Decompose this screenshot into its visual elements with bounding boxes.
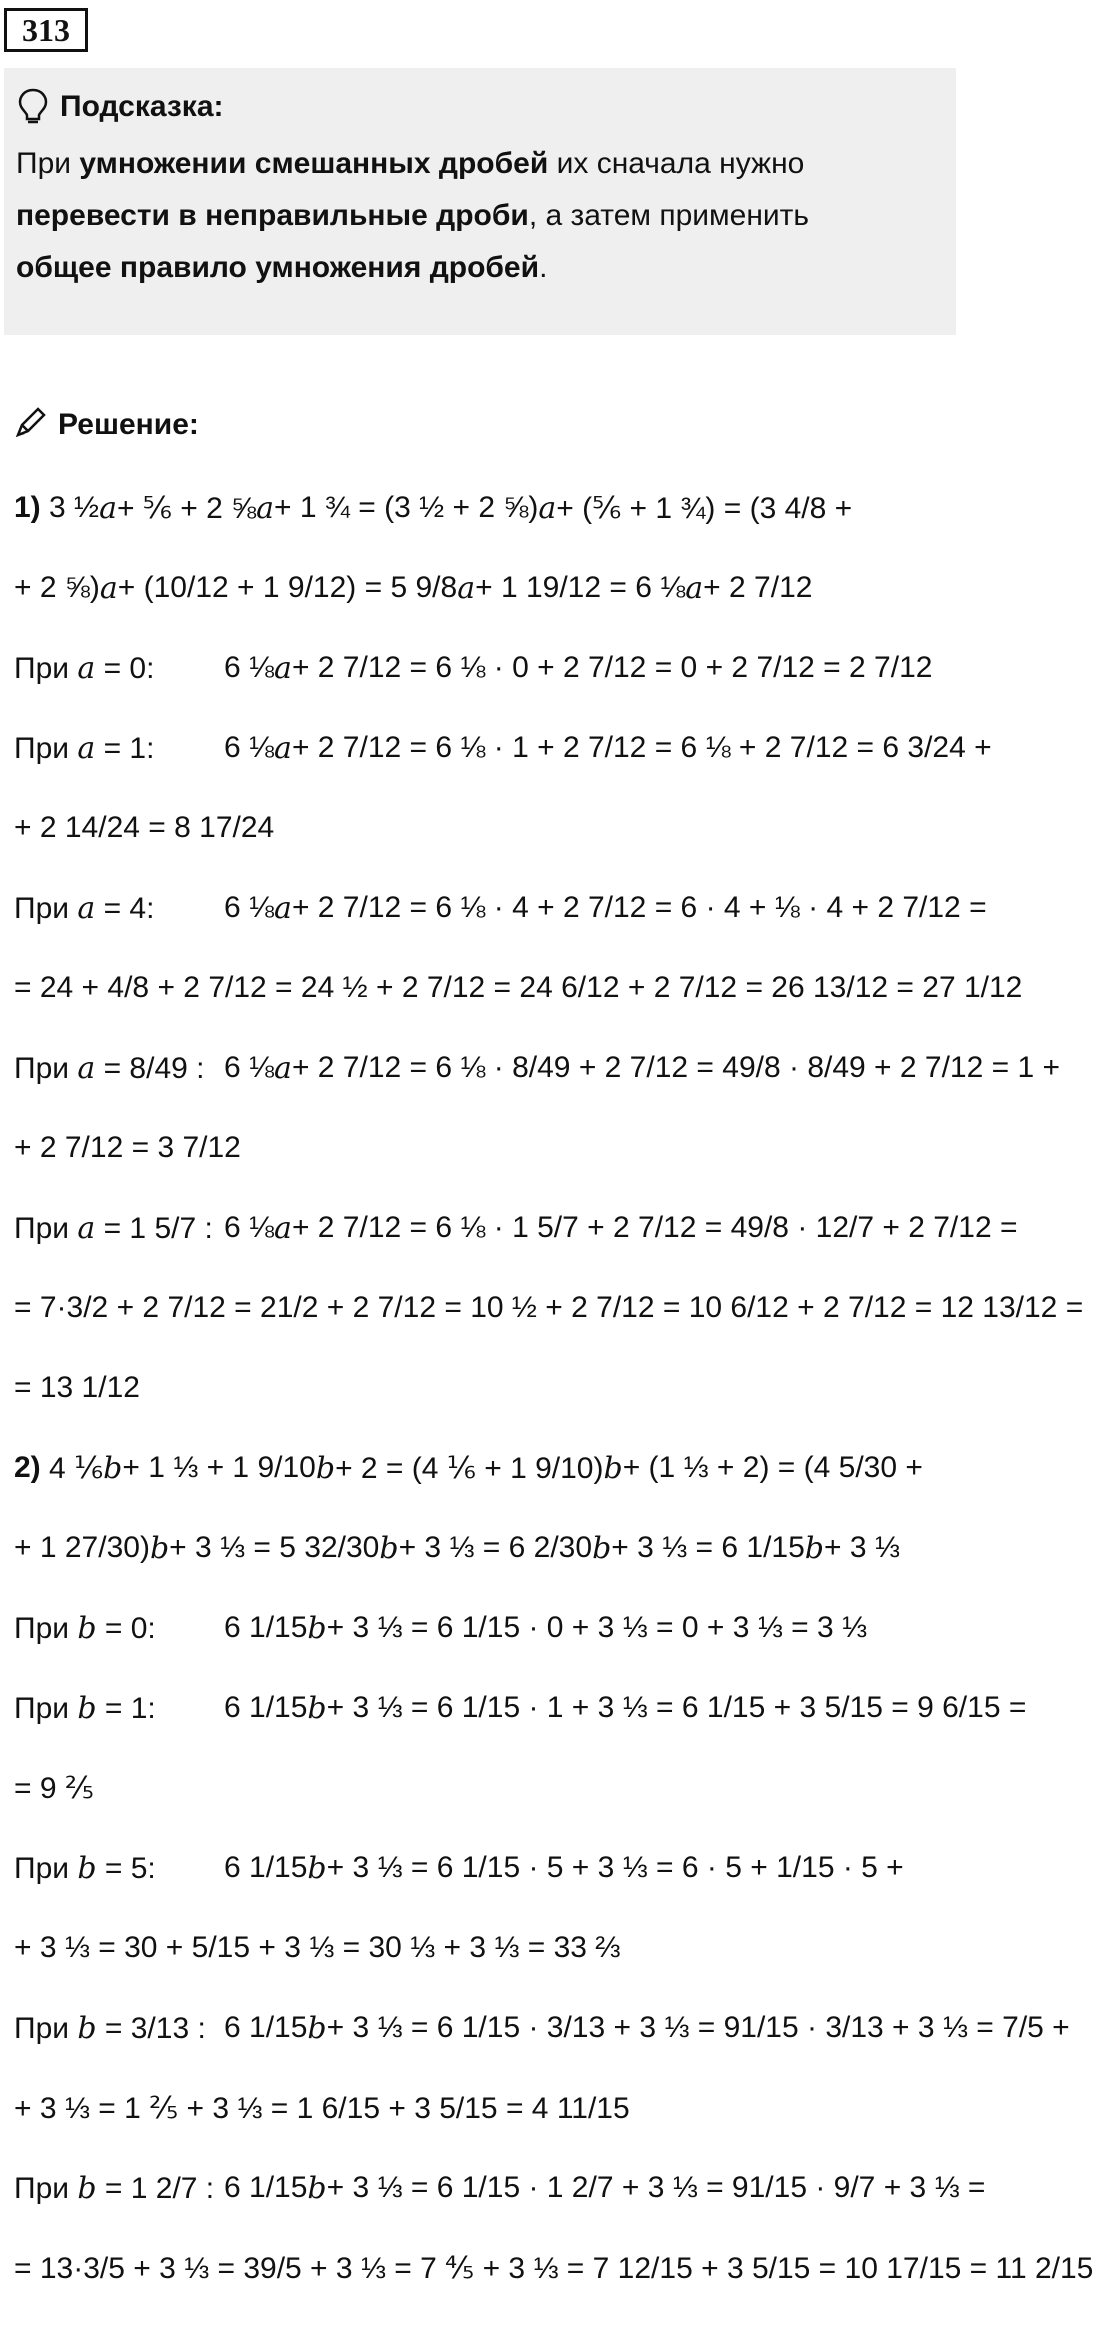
solution-line-6: При a = 4: 6 ⅛ a + 2 7/12 = 6 ⅛ · 4 + 2 7/12 = 6 · 4 + ⅛ · 4 + 2 7/12 = (14, 890, 987, 926)
solution-line-15: При b = 0: 6 1/15 b + 3 ⅓ = 6 1/15 · 0 + 3 ⅓ = 0 + 3 ⅓ = 3 ⅓ (14, 1610, 868, 1646)
solution-line-10: При a = 1 5/7 : 6 ⅛ a + 2 7/12 = 6 ⅛ · 1 5/7 + 2 7/12 = 49/8 · 12/7 + 2 7/12 = (14, 1210, 1018, 1246)
solution-title: Решение: (58, 408, 199, 441)
solution-line-13: 2) 4 ⅙ b + 1 ⅓ + 1 9/10 b + 2 = (4 ⅙ + 1 9/10) b + (1 ⅓ + 2) = (4 5/30 + (14, 1450, 923, 1486)
hint-text-3b: . (539, 251, 548, 284)
hint-text-1b: умножении смешанных дробей (79, 147, 549, 180)
solution-line-5: + 2 14/24 = 8 17/24 (14, 811, 275, 844)
solution-line-17: = 9 ⅖ (14, 1771, 94, 1805)
hint-header (16, 78, 944, 136)
hint-text-2b: , а затем применить (528, 199, 810, 232)
part2-label: 2) (14, 1451, 41, 1484)
pencil-icon (14, 405, 48, 445)
hint-text-1c: их сначала нужно (548, 147, 805, 180)
hint-text-2a: перевести в неправильные дроби (16, 199, 529, 232)
solution-line-1: 1) 3 ½ a + ⅚ + 2 ⅝ a + 1 ¾ = (3 ½ + 2 ⅝) a + (⅚ + 1 ¾) = (3 4/8 + (14, 490, 853, 526)
hint-text (16, 138, 944, 294)
solution-line-7: = 24 + 4/8 + 2 7/12 = 24 ½ + 2 7/12 = 24 6/12 + 2 7/12 = 26 13/12 = 27 1/12 (14, 971, 1023, 1004)
solution-line-8: При a = 8/49 : 6 ⅛ a + 2 7/12 = 6 ⅛ · 8/49 + 2 7/12 = 49/8 · 8/49 + 2 7/12 = 1 + (14, 1050, 1061, 1086)
solution-line-19: + 3 ⅓ = 30 + 5/15 + 3 ⅓ = 30 ⅓ + 3 ⅓ = 33 ⅔ (14, 1931, 621, 1964)
solution-line-9: + 2 7/12 = 3 7/12 (14, 1131, 241, 1164)
solution-line-3: При a = 0: 6 ⅛ a + 2 7/12 = 6 ⅛ · 0 + 2 7/12 = 0 + 2 7/12 = 2 7/12 (14, 650, 933, 686)
solution-line-23: = 13·3/5 + 3 ⅓ = 39/5 + 3 ⅓ = 7 ⅘ + 3 ⅓ = 7 12/15 + 3 5/15 = 10 17/15 = 11 2/15 (14, 2251, 1093, 2285)
hint-panel (4, 68, 956, 335)
solution-line-21: + 3 ⅓ = 1 ⅖ + 3 ⅓ = 1 6/15 + 3 5/15 = 4 11/15 (14, 2091, 630, 2125)
hint-text-3a: общее правило умножения дробей (16, 251, 540, 284)
task-number: 313 (4, 8, 88, 52)
solution-line-4: При a = 1: 6 ⅛ a + 2 7/12 = 6 ⅛ · 1 + 2 7/12 = 6 ⅛ + 2 7/12 = 6 3/24 + (14, 730, 992, 766)
solution-line-16: При b = 1: 6 1/15 b + 3 ⅓ = 6 1/15 · 1 + 3 ⅓ = 6 1/15 + 3 5/15 = 9 6/15 = (14, 1690, 1027, 1726)
solution-line-20: При b = 3/13 : 6 1/15 b + 3 ⅓ = 6 1/15 · 3/13 + 3 ⅓ = 91/15 · 3/13 + 3 ⅓ = 7/5 + (14, 2010, 1070, 2046)
solution-line-22: При b = 1 2/7 : 6 1/15 b + 3 ⅓ = 6 1/15 · 1 2/7 + 3 ⅓ = 91/15 · 9/7 + 3 ⅓ = (14, 2170, 986, 2206)
hint-text-1a: При (16, 147, 80, 180)
solution-line-14: + 1 27/30) b + 3 ⅓ = 5 32/30 b + 3 ⅓ = 6 2/30 b + 3 ⅓ = 6 1/15 b + 3 ⅓ (14, 1530, 900, 1566)
solution-line-18: При b = 5: 6 1/15 b + 3 ⅓ = 6 1/15 · 5 + 3 ⅓ = 6 · 5 + 1/15 · 5 + (14, 1850, 904, 1886)
solution-header (14, 405, 199, 445)
hint-title: Подсказка: (60, 90, 224, 123)
solution-line-11: = 7·3/2 + 2 7/12 = 21/2 + 2 7/12 = 10 ½ + 2 7/12 = 10 6/12 + 2 7/12 = 12 13/12 = (14, 1291, 1084, 1324)
part1-label: 1) (14, 491, 41, 524)
lightbulb-icon (16, 87, 50, 127)
solution-line-12: = 13 1/12 (14, 1371, 140, 1404)
solution-line-2: + 2 ⅝) a + (10/12 + 1 9/12) = 5 9/8 a + 1 19/12 = 6 ⅛ a + 2 7/12 (14, 570, 813, 606)
